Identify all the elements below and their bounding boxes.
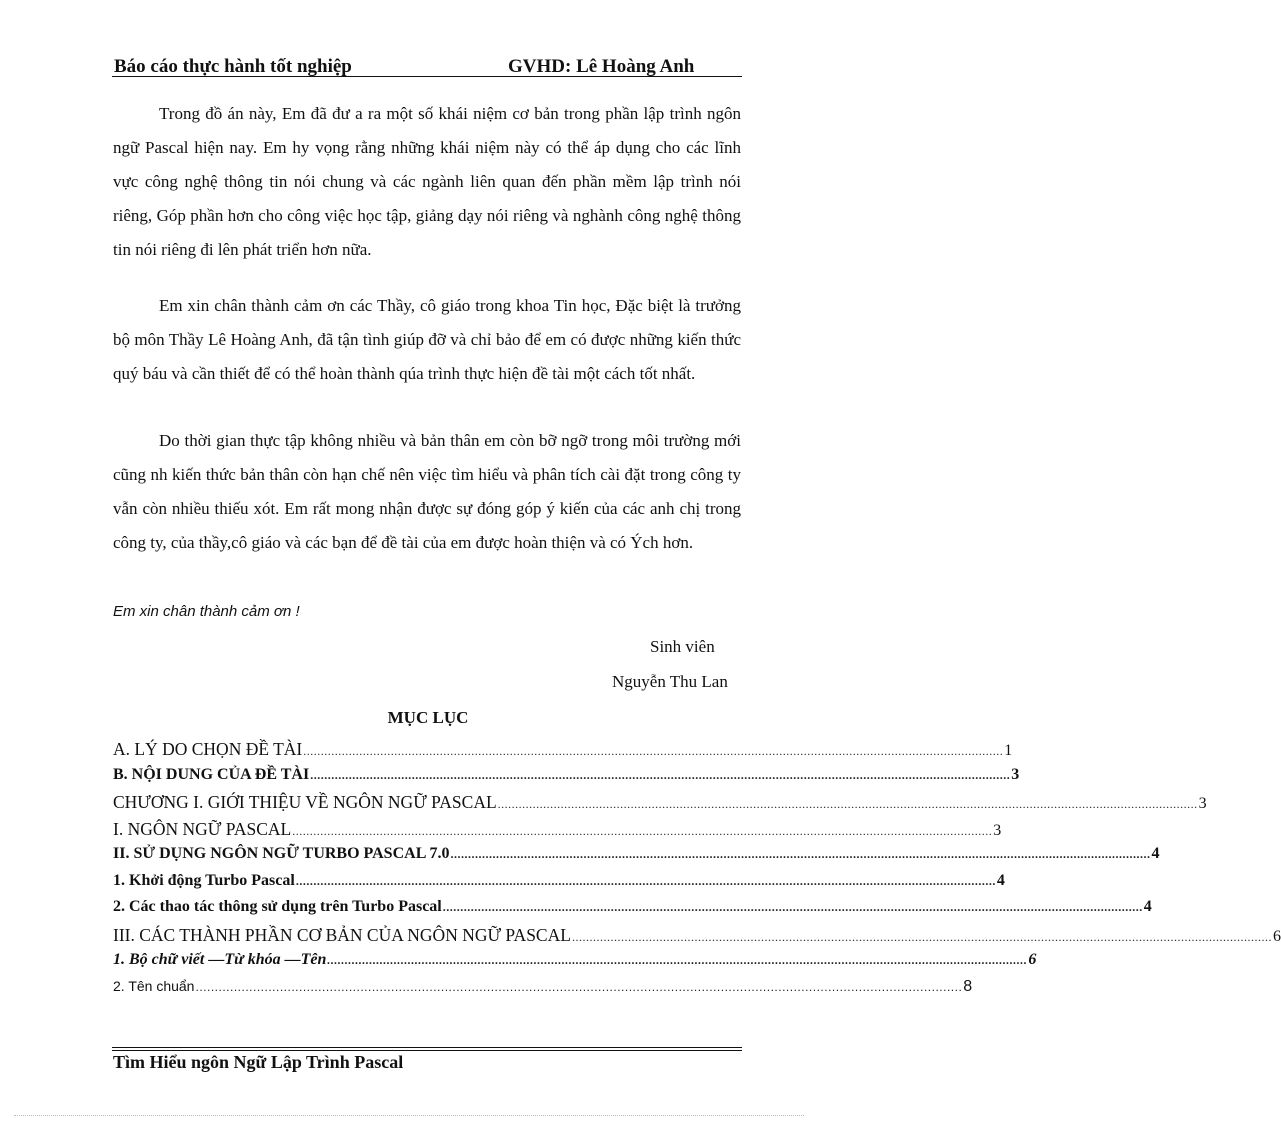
toc-leader: ........................................................................................................................................................................................................ — [442, 900, 1143, 914]
toc-entry[interactable] — [113, 951, 1037, 978]
paragraph-text: Em xin chân thành cảm ơn các Thầy, cô giáo trong khoa Tin học, Đặc biệt là trưởng bộ môn Thầy Lê Hoàng Anh, đã tận tình giúp đỡ và chỉ bảo để em có được những kiến thức quý báu và cần thiết để có thể hoàn thành qúa trình thực hiện đề tài một cách tốt nhất. — [113, 296, 741, 383]
paragraph-text: Do thời gian thực tập không nhiều và bản thân em còn bỡ ngỡ trong môi trường mới cũng nh kiến thức bản thân còn hạn chế nên việc tìm hiểu và phân tích cài đặt trong công ty vẫn còn nhiều thiếu xót. Em rất mong nhận được sự đóng góp ý kiến của các anh chị trong công ty, của thầy,cô giáo và các bạn để đề tài của em được hoàn thiện và có Ých hơn. — [113, 431, 741, 552]
paragraph-thanks — [113, 289, 741, 391]
toc-entry[interactable] — [113, 898, 1152, 925]
toc-entry[interactable] — [113, 792, 1207, 819]
toc-entry-page: 6 — [1028, 951, 1037, 968]
toc-leader: ........................................................................................................................................................................................................ — [310, 767, 1011, 782]
toc-entry[interactable] — [113, 845, 1160, 872]
toc-leader: ........................................................................................................................................................................................................ — [450, 847, 1151, 861]
toc-entry-page: 4 — [1151, 845, 1160, 862]
toc-leader: ........................................................................................................................................................................................................ — [571, 929, 1272, 944]
closing-line: Em xin chân thành cảm ơn ! — [113, 603, 300, 620]
toc-entry[interactable] — [113, 739, 1013, 766]
toc-entry-page: 1 — [1004, 742, 1013, 759]
toc-entry-text: A. LÝ DO CHỌN ĐỀ TÀI — [113, 739, 303, 759]
signature-role: Sinh viên — [650, 637, 715, 656]
header-advisor: GVHD: Lê Hoàng Anh — [508, 56, 695, 77]
page-bottom-border — [14, 1115, 804, 1116]
toc-entry-page: 6 — [1272, 927, 1281, 945]
page-header — [112, 54, 742, 82]
toc-entry-page: 4 — [1143, 898, 1152, 915]
table-of-contents — [113, 739, 1281, 1004]
toc-entry[interactable] — [113, 871, 1005, 899]
toc-leader: ........................................................................................................................................................................................................ — [497, 797, 1198, 811]
footer-rule — [112, 1047, 742, 1051]
toc-entry-page: 3 — [1011, 765, 1020, 783]
toc-leader: ........................................................................................................................................................................................................ — [303, 744, 1004, 758]
toc-entry-text: 1. Khởi động Turbo Pascal — [113, 871, 295, 889]
signature-name: Nguyễn Thu Lan — [612, 672, 728, 691]
toc-entry-page: 8 — [963, 977, 973, 995]
toc-leader: ........................................................................................................................................................................................................ — [292, 823, 993, 838]
toc-leader: ........................................................................................................................................................................................................ — [295, 873, 996, 888]
paragraph-intro — [113, 97, 741, 267]
toc-entry[interactable] — [113, 818, 1002, 846]
toc-leader: ........................................................................................................................................................................................................ — [327, 953, 1028, 967]
toc-entry-text: 2. Các thao tác thông sử dụng trên Turbo Pascal — [113, 898, 442, 915]
paragraph-text: Trong đồ án này, Em đã đư a ra một số khái niệm cơ bản trong phần lập trình ngôn ngữ Pascal hiện nay. Em hy vọng rằng những khái niệm này có thể áp dụng cho các lĩnh vực công nghệ thông tin nói chung và các ngành liên quan đến phần mềm lập trình nói riêng, Góp phần hơn cho công việc học tập, giảng dạy nói riêng và nghành công nghệ thông tin nói riêng đi lên phát triển hơn nữa. — [113, 104, 741, 259]
toc-title: MỤC LỤC — [387, 708, 469, 727]
toc-entry-text: 2. Tên chuẩn — [113, 977, 195, 994]
paragraph-apology — [113, 424, 741, 560]
toc-entry-text: I. NGÔN NGỮ PASCAL — [113, 818, 292, 839]
toc-leader: ........................................................................................................................................................................................................ — [195, 979, 963, 994]
toc-entry-text: II. SỬ DỤNG NGÔN NGỮ TURBO PASCAL 7.0 — [113, 845, 450, 862]
page-footer: Tìm Hiểu ngôn Ngữ Lập Trình Pascal — [113, 1052, 404, 1072]
toc-entry-text: III. CÁC THÀNH PHẦN CƠ BẢN CỦA NGÔN NGỮ PASCAL — [113, 924, 571, 945]
toc-entry-page: 4 — [996, 871, 1005, 889]
toc-entry-page: 3 — [993, 821, 1002, 839]
toc-entry[interactable] — [113, 977, 973, 1005]
toc-entry[interactable] — [113, 924, 1281, 952]
header-rule — [112, 76, 742, 77]
toc-entry-text: B. NỘI DUNG CỦA ĐỀ TÀI — [113, 765, 310, 783]
toc-entry-text: CHƯƠNG I. GIỚI THIỆU VỀ NGÔN NGỮ PASCAL — [113, 792, 497, 812]
toc-entry-page: 3 — [1198, 795, 1207, 812]
toc-entry[interactable] — [113, 765, 1020, 793]
header-title: Báo cáo thực hành tốt nghiệp — [114, 56, 352, 77]
toc-entry-text: 1. Bộ chữ viết —Từ khóa —Tên — [113, 951, 327, 968]
